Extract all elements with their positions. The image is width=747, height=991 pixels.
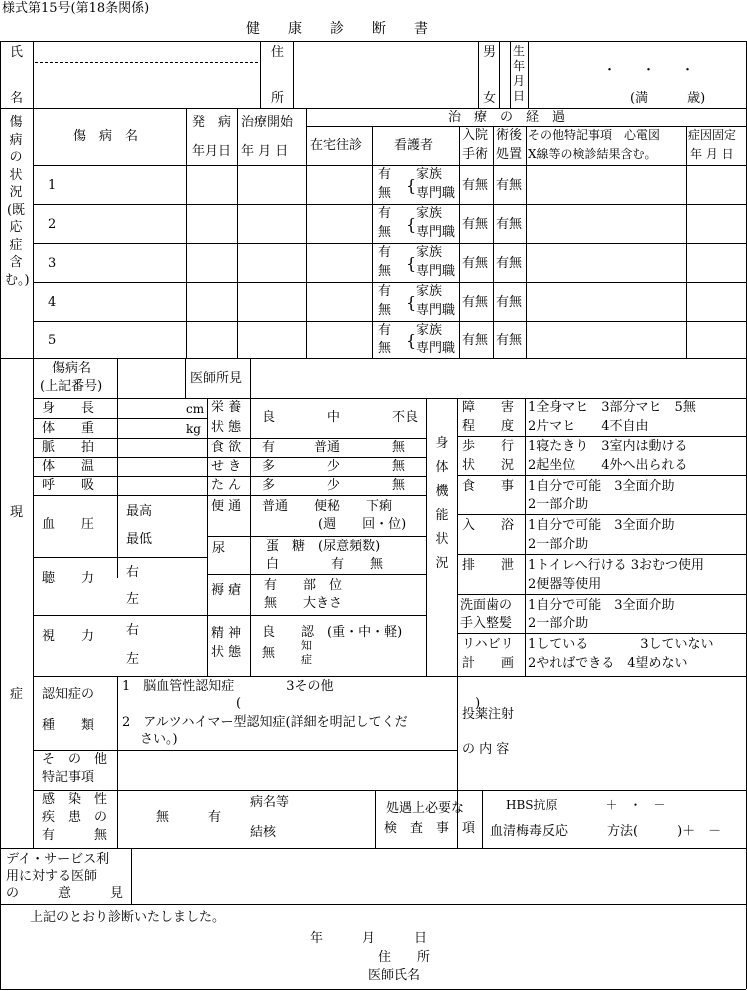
disability-options-1: 1全身マヒ 3部分マヒ 5無 bbox=[528, 400, 696, 415]
vision-left: 左 bbox=[126, 652, 140, 667]
nurse-professional: 専門職 bbox=[416, 186, 456, 201]
course-header: 治 療 の 経 過 bbox=[448, 110, 566, 125]
excretion-label: 排 泄 bbox=[462, 558, 515, 573]
nurse-family: 家族 bbox=[416, 206, 443, 221]
postop-yes-no: 有無 bbox=[496, 178, 523, 193]
birthdate-label: 生年月日 bbox=[512, 44, 525, 103]
birthdate-dots: ・ ・ ・ bbox=[603, 63, 695, 78]
cough-label: せ き bbox=[211, 459, 242, 474]
pulse-label: 脈 拍 bbox=[42, 440, 95, 455]
blood-pressure-label: 血 圧 bbox=[42, 517, 95, 532]
page-title: 健 康 診 断 書 bbox=[246, 21, 428, 37]
mental-options-none: 無 bbox=[262, 646, 276, 661]
postop-yes-no: 有無 bbox=[496, 217, 523, 232]
date-field: 年 月 日 bbox=[310, 931, 428, 946]
start-header-b: 年 月 日 bbox=[241, 144, 289, 159]
dementia-label-a: 認知症の bbox=[42, 687, 95, 702]
disease-ref-label-a: 傷病名 bbox=[52, 361, 92, 376]
body-function-side-label: 身体機能状況 bbox=[435, 436, 449, 572]
disability-options-2: 2片マヒ 4不自由 bbox=[528, 419, 649, 434]
row-number: 5 bbox=[48, 333, 57, 348]
excretion-options-2: 2便器等使用 bbox=[528, 577, 602, 592]
infection-label-c: 有 無 bbox=[42, 828, 108, 843]
urine-options-2: 白 有 無 bbox=[266, 557, 384, 572]
urine-label: 尿 bbox=[212, 541, 226, 556]
mental-options: 良 認 (重・中・軽) bbox=[262, 625, 403, 640]
doctor-name-field: 医師氏名 bbox=[368, 968, 421, 983]
history-side-label: 傷病の状況(既応症含む。) bbox=[5, 115, 30, 288]
name-label-top: 氏 bbox=[10, 45, 24, 60]
nurse-professional: 専門職 bbox=[416, 303, 456, 318]
hearing-right: 右 bbox=[126, 565, 140, 580]
infection-tuberculosis: 結核 bbox=[250, 825, 277, 840]
walking-options-1: 1寝たきり 3室内は動ける bbox=[528, 439, 688, 454]
daycare-label-a: デイ・サービス利 bbox=[6, 852, 110, 867]
nurse-professional: 専門職 bbox=[416, 341, 456, 356]
nurse-no: 無 bbox=[378, 303, 392, 318]
dementia-option-1: 1 脳血管性認知症 3その他 bbox=[122, 679, 334, 694]
disease-header: 傷 病 名 bbox=[73, 129, 139, 144]
age-label: (満 歳) bbox=[630, 91, 706, 106]
required-tests-label-b: 検 査 事 項 bbox=[384, 821, 476, 836]
current-side-label-b: 症 bbox=[10, 687, 24, 702]
admission-yes-no: 有無 bbox=[462, 217, 489, 232]
bowel-frequency: (週 回・位) bbox=[318, 517, 407, 532]
weight-label: 体 重 bbox=[42, 421, 95, 436]
height-label: 身 長 bbox=[42, 401, 95, 416]
temperature-label: 体 温 bbox=[42, 459, 95, 474]
phlegm-label: た ん bbox=[211, 478, 242, 493]
doctor-address-field: 住 所 bbox=[378, 950, 431, 965]
nurse-professional: 専門職 bbox=[416, 225, 456, 240]
mental-options-sho: 症 bbox=[301, 653, 312, 666]
nurse-family: 家族 bbox=[416, 167, 443, 182]
sex-male: 男 bbox=[483, 45, 497, 60]
brace-icon: { bbox=[406, 254, 417, 273]
infection-label-a: 感 染 性 bbox=[42, 792, 108, 807]
postop-header-b: 処置 bbox=[496, 147, 523, 162]
other-notes-label-a: そ の 他 bbox=[42, 752, 108, 767]
grooming-label-a: 洗面歯の bbox=[460, 598, 513, 613]
form-number: 様式第15号(第18条関係) bbox=[2, 1, 150, 16]
disability-label-b: 程 度 bbox=[462, 419, 515, 434]
dementia-option-2b: さい。) bbox=[140, 732, 178, 747]
dementia-option-2: 2 アルツハイマー型認知症(詳細を明記してくだ bbox=[122, 715, 408, 730]
brace-icon: { bbox=[406, 293, 417, 312]
brace-icon: { bbox=[406, 331, 417, 350]
rehab-options-1: 1している 3していない bbox=[528, 637, 714, 652]
nutrition-label-b: 状 態 bbox=[211, 420, 242, 435]
nurse-no: 無 bbox=[378, 341, 392, 356]
hbs-antigen: HBS抗原 ＋ ・ － bbox=[506, 798, 666, 812]
hearing-left: 左 bbox=[126, 592, 140, 607]
admission-header-a: 入院 bbox=[462, 128, 489, 143]
row-number: 2 bbox=[48, 217, 57, 232]
nurse-yes: 有 bbox=[378, 206, 392, 221]
kg-unit: kg bbox=[186, 422, 201, 436]
mental-label-a: 精 神 bbox=[211, 626, 242, 641]
start-header-a: 治療開始 bbox=[241, 115, 294, 130]
cough-options: 多 少 無 bbox=[262, 459, 406, 474]
other-notes-header-a: その他特記事項 心電図 bbox=[528, 128, 661, 142]
grooming-options-1: 1自分で可能 3全面介助 bbox=[528, 598, 675, 613]
row-number: 4 bbox=[48, 295, 57, 310]
current-side-label-a: 現 bbox=[10, 505, 24, 520]
row-number: 3 bbox=[48, 256, 57, 271]
bowel-options: 普通 便秘 下痢 bbox=[262, 499, 393, 514]
meal-label: 食 事 bbox=[462, 479, 515, 494]
daycare-label-b: 用に対する医師 bbox=[6, 869, 98, 884]
postop-yes-no: 有無 bbox=[496, 333, 523, 348]
appetite-options: 有 普通 無 bbox=[262, 440, 406, 455]
row-number: 1 bbox=[48, 178, 57, 193]
bedsore-label: 褥 瘡 bbox=[211, 583, 242, 598]
bp-low-label: 最低 bbox=[126, 532, 153, 547]
respiration-label: 呼 吸 bbox=[42, 478, 95, 493]
mental-label-b: 状 態 bbox=[211, 645, 242, 660]
name-label-bottom: 名 bbox=[10, 91, 24, 106]
address-label-top: 住 bbox=[271, 45, 285, 60]
nurse-yes: 有 bbox=[378, 245, 392, 260]
brace-icon: { bbox=[406, 215, 417, 234]
urine-options: 蛋 糖 (尿意頻数) bbox=[266, 539, 381, 554]
rehab-options-2: 2やればできる 4望めない bbox=[528, 656, 688, 671]
nutrition-options: 良 中 不良 bbox=[262, 410, 419, 425]
cm-unit: cm bbox=[186, 402, 205, 416]
daycare-label-c: の 意 見 bbox=[6, 886, 124, 901]
certification-statement: 上記のとおり診断いたしました。 bbox=[30, 910, 226, 925]
grooming-label-b: 手入整髪 bbox=[460, 616, 513, 631]
vision-label: 視 力 bbox=[42, 629, 95, 644]
brace-icon: { bbox=[406, 176, 417, 195]
fixed-date-header-b: 年 月 日 bbox=[690, 147, 734, 161]
nurse-no: 無 bbox=[378, 186, 392, 201]
admission-yes-no: 有無 bbox=[462, 295, 489, 310]
nurse-no: 無 bbox=[378, 264, 392, 279]
nurse-no: 無 bbox=[378, 225, 392, 240]
grooming-options-2: 2一部介助 bbox=[528, 616, 589, 631]
required-tests-label-a: 処遇上必要な bbox=[386, 801, 465, 816]
bath-options-1: 1自分で可能 3全面介助 bbox=[528, 518, 675, 533]
walking-label-a: 歩 行 bbox=[462, 439, 515, 454]
walking-label-b: 状 況 bbox=[462, 458, 515, 473]
walking-options-2: 2起坐位 4外へ出られる bbox=[528, 458, 688, 473]
dementia-label-b: 種 類 bbox=[42, 718, 95, 733]
rehab-label-a: リハビリ bbox=[462, 637, 514, 652]
nurse-family: 家族 bbox=[416, 284, 443, 299]
medication-label-a: 投薬注射 bbox=[462, 707, 515, 722]
vision-right: 右 bbox=[126, 623, 140, 638]
nurse-professional: 専門職 bbox=[416, 264, 456, 279]
mental-options-chi: 知 bbox=[301, 639, 312, 652]
nurse-family: 家族 bbox=[416, 323, 443, 338]
bedsore-options: 有 部 位 bbox=[264, 578, 343, 593]
dementia-option-other: ( ) bbox=[236, 696, 481, 711]
doctor-findings-label: 医師所見 bbox=[190, 371, 243, 386]
appetite-label: 食 欲 bbox=[211, 440, 242, 455]
other-notes-header-b: X線等の検診結果含む。 bbox=[528, 147, 657, 161]
other-notes-label-b: 特記事項 bbox=[42, 770, 95, 785]
postop-yes-no: 有無 bbox=[496, 256, 523, 271]
nurse-yes: 有 bbox=[378, 284, 392, 299]
infection-options: 無 有 bbox=[156, 810, 222, 825]
infection-label-b: 疾 患 の bbox=[42, 810, 108, 825]
syphilis-test: 血清梅毒反応 方法( )＋ － bbox=[490, 824, 722, 839]
bedsore-options-2: 無 大きさ bbox=[264, 596, 343, 611]
disability-label-a: 障 害 bbox=[462, 400, 515, 415]
bath-options-2: 2一部介助 bbox=[528, 537, 589, 552]
onset-header-a: 発 病 bbox=[192, 115, 232, 130]
sex-female: 女 bbox=[483, 91, 497, 106]
bp-high-label: 最高 bbox=[126, 504, 153, 519]
address-label-bottom: 所 bbox=[271, 91, 285, 106]
nutrition-label-a: 栄 養 bbox=[211, 400, 242, 415]
meal-options-2: 2一部介助 bbox=[528, 497, 589, 512]
nurse-family: 家族 bbox=[416, 245, 443, 260]
bath-label: 入 浴 bbox=[462, 518, 515, 533]
postop-header-a: 術後 bbox=[496, 128, 523, 143]
bowel-label: 便 通 bbox=[211, 499, 242, 514]
meal-options-1: 1自分で可能 3全面介助 bbox=[528, 479, 675, 494]
postop-yes-no: 有無 bbox=[496, 295, 523, 310]
rehab-label-b: 計 画 bbox=[462, 656, 515, 671]
hearing-label: 聴 力 bbox=[42, 571, 95, 586]
disease-ref-label-b: (上記番号) bbox=[40, 379, 103, 394]
medication-label-b: の 内 容 bbox=[462, 742, 510, 757]
nurse-yes: 有 bbox=[378, 167, 392, 182]
nurse-yes: 有 bbox=[378, 323, 392, 338]
phlegm-options: 多 少 無 bbox=[262, 478, 406, 493]
admission-header-b: 手術 bbox=[462, 147, 489, 162]
fixed-date-header-a: 症因固定 bbox=[688, 128, 737, 142]
nurse-header: 看護者 bbox=[394, 138, 434, 153]
infection-disease-name: 病名等 bbox=[250, 795, 290, 810]
onset-header-b: 年月日 bbox=[192, 144, 232, 159]
admission-yes-no: 有無 bbox=[462, 178, 489, 193]
home-visit-header: 在宅往診 bbox=[310, 138, 363, 153]
admission-yes-no: 有無 bbox=[462, 333, 489, 348]
admission-yes-no: 有無 bbox=[462, 256, 489, 271]
excretion-options-1: 1トイレへ行ける 3おむつ使用 bbox=[528, 558, 705, 573]
